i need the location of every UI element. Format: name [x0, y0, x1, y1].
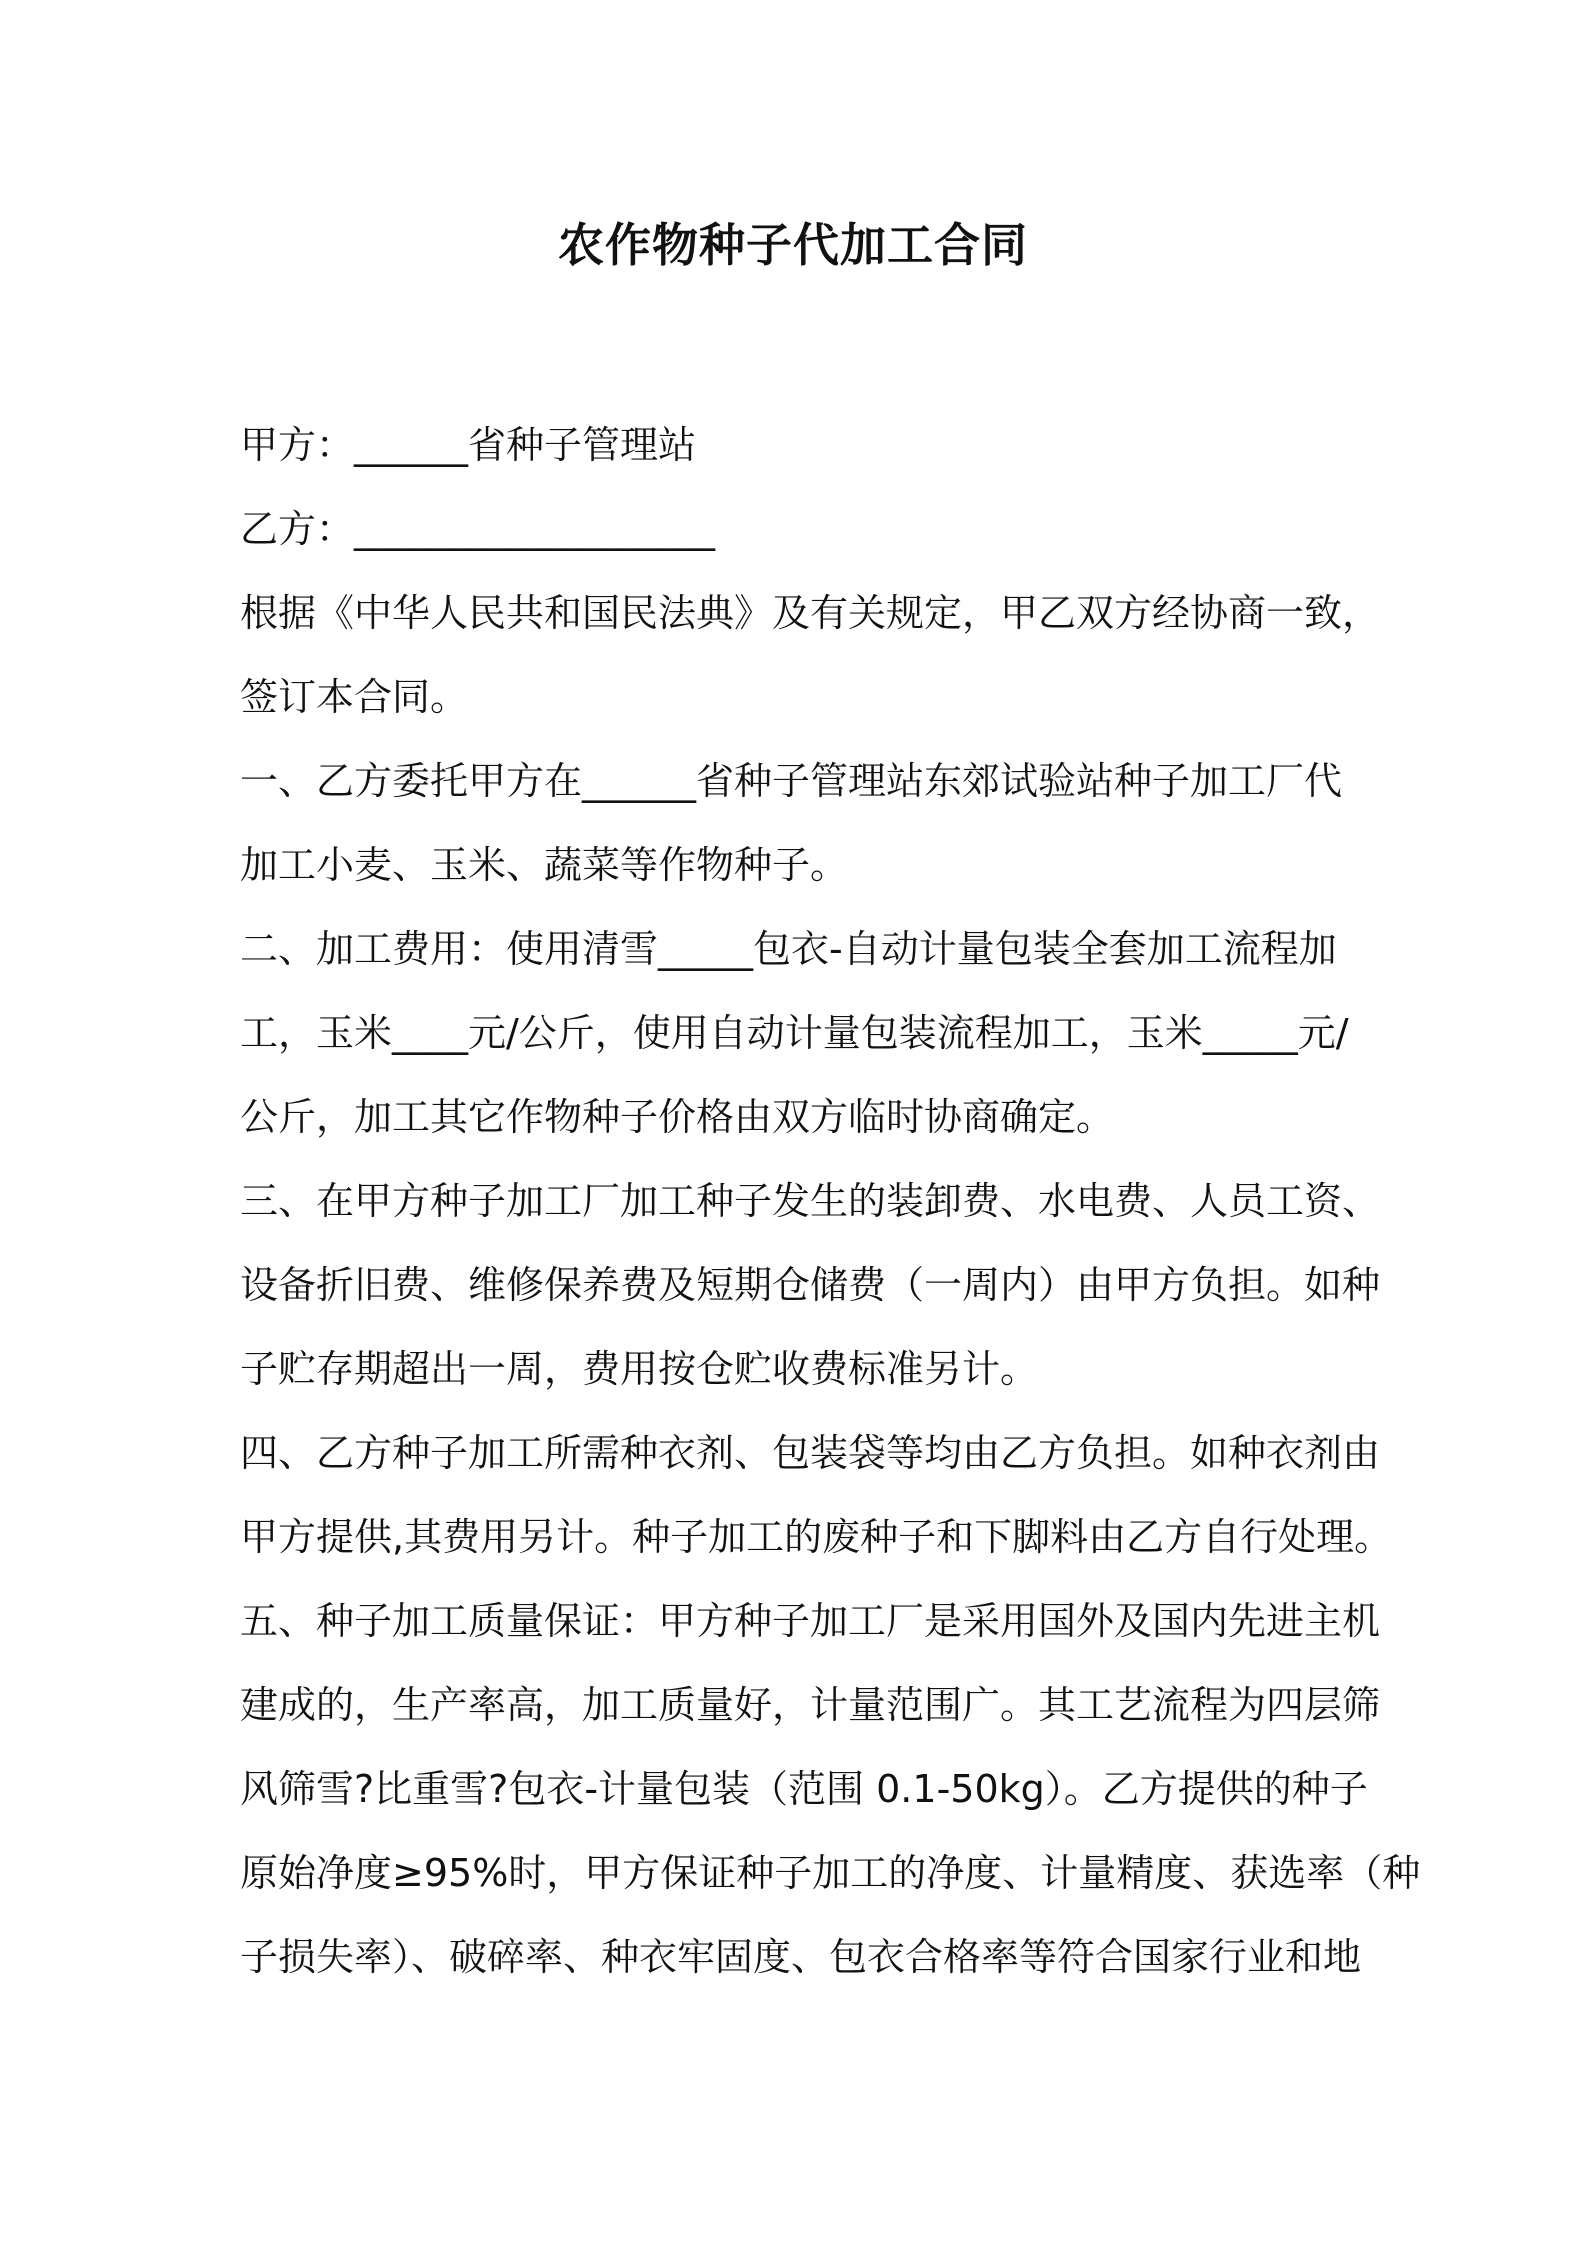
clause-4-line: 四、乙方种子加工所需种衣剂、包装袋等均由乙方负担。如种衣剂由	[240, 1431, 1381, 1475]
clause-5-line: 五、种子加工质量保证：甲方种子加工厂是采用国外及国内先进主机	[240, 1599, 1381, 1643]
document-title: 农作物种子代加工合同	[558, 218, 1028, 272]
preamble-line: 签订本合同。	[240, 675, 469, 719]
preamble-line: 根据《中华人民共和国民法典》及有关规定，甲乙双方经协商一致，	[240, 591, 1381, 635]
clause-2-line: 公斤，加工其它作物种子价格由双方临时协商确定。	[240, 1095, 1115, 1139]
clause-4-line: 甲方提供,其费用另计。种子加工的废种子和下脚料由乙方自行处理。	[240, 1515, 1393, 1559]
clause-5-line: 原始净度≥95%时，甲方保证种子加工的净度、计量精度、获选率（种	[240, 1851, 1421, 1895]
clause-2-line: 二、加工费用：使用清雪_____包衣-自动计量包装全套加工流程加	[240, 927, 1337, 971]
document-body	[240, 403, 1421, 1999]
clause-3-line: 设备折旧费、维修保养费及短期仓储费（一周内）由甲方负担。如种	[240, 1263, 1381, 1307]
clause-5-line: 建成的，生产率高，加工质量好，计量范围广。其工艺流程为四层筛	[240, 1683, 1381, 1727]
clause-5-line: 子损失率）、破碎率、种衣牢固度、包衣合格率等符合国家行业和地	[240, 1935, 1362, 1979]
clause-3-line: 三、在甲方种子加工厂加工种子发生的装卸费、水电费、人员工资、	[240, 1179, 1381, 1223]
clause-5-line: 风筛雪?比重雪?包衣-计量包装（范围 0.1-50kg）。乙方提供的种子	[240, 1767, 1368, 1811]
party-b-line: 乙方：___________________	[240, 507, 716, 551]
clause-3-line: 子贮存期超出一周，费用按仓贮收费标准另计。	[240, 1347, 1039, 1391]
clause-1-line: 一、乙方委托甲方在______省种子管理站东郊试验站种子加工厂代	[240, 759, 1343, 803]
clause-1-line: 加工小麦、玉米、蔬菜等作物种子。	[240, 843, 849, 887]
party-a-line: 甲方：______省种子管理站	[240, 423, 697, 467]
clause-2-line: 工，玉米____元/公斤，使用自动计量包装流程加工，玉米_____元/	[240, 1011, 1349, 1055]
